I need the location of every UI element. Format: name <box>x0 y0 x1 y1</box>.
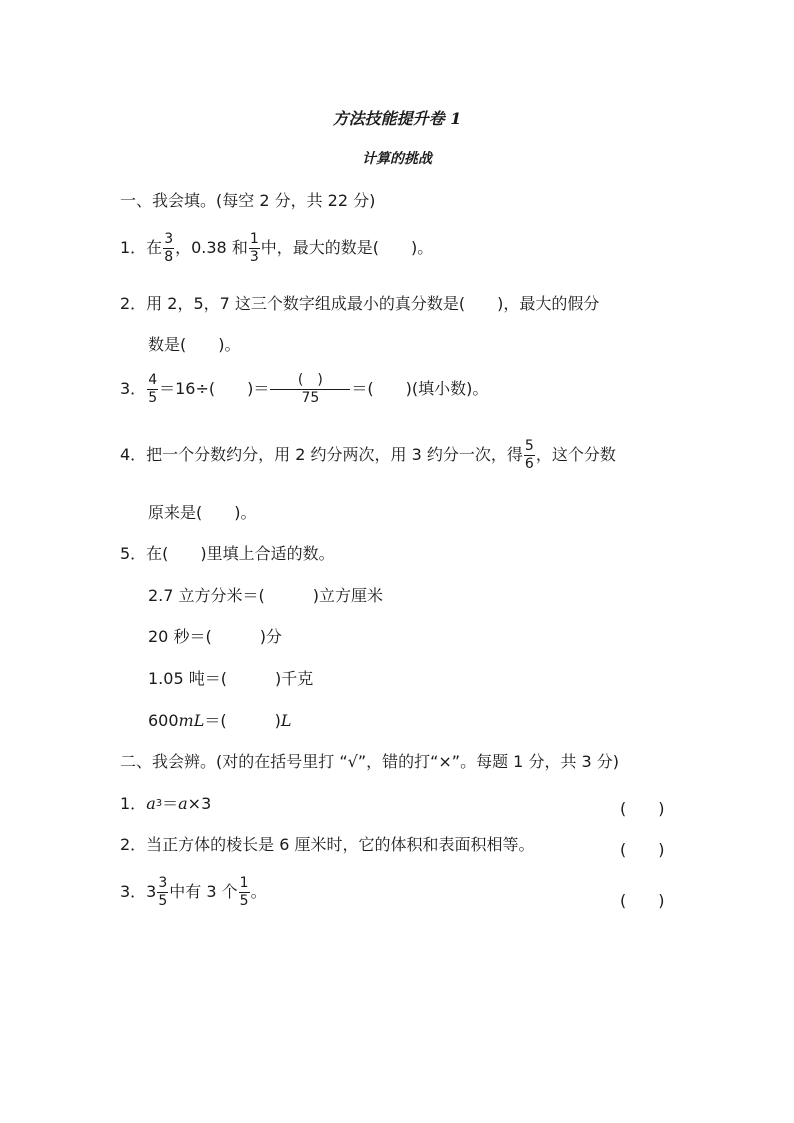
question-1-5-heading: 5．在( )里填上合适的数。 <box>120 544 335 563</box>
page-title: 方法技能提升卷 1 <box>332 109 462 128</box>
fraction-4-5: $\frac{4}{5}$ <box>148 372 158 406</box>
question-2-3: 3．3 $\frac{3}{5}$ 中有 3 个 $\frac{1}{5}$ 。 <box>120 875 267 909</box>
question-1-2-line1: 2．用 2，5，7 这三个数字组成最小的真分数是( )，最大的假分 <box>120 294 600 313</box>
question-1-5-item-2: 20 秒＝( )分 <box>148 627 282 646</box>
question-1-5-item-1: 2.7 立方分米＝( )立方厘米 <box>148 586 384 605</box>
fraction-5-6: $\frac{5}{6}$ <box>524 438 534 472</box>
section1-heading: 一、我会填。(每空 2 分，共 22 分) <box>120 191 376 210</box>
unit-l: L <box>280 711 292 730</box>
q3-pre: 3． <box>120 379 147 399</box>
q1-post: 中，最大的数是( )。 <box>260 238 434 258</box>
section2-heading: 二、我会辨。(对的在括号里打 “√”，错的打“×”。每题 1 分，共 3 分) <box>120 752 620 771</box>
answer-paren-3[interactable]: ( ) <box>620 891 665 910</box>
question-1-3 <box>120 373 488 405</box>
answer-paren-1[interactable]: ( ) <box>620 799 665 818</box>
question-1-1 <box>120 232 433 264</box>
q3-mid: ＝16÷( )＝ <box>159 379 270 399</box>
question-1-5-item-3: 1.05 吨＝( )千克 <box>148 669 314 688</box>
question-1-2-line2: 数是( )。 <box>148 335 241 354</box>
fraction-3-5: $\frac{3}{5}$ <box>158 875 168 909</box>
fraction-1-3: $\frac{1}{3}$ <box>249 231 259 265</box>
question-1-4-line2: 原来是( )。 <box>148 503 257 522</box>
fraction-1-5: $\frac{1}{5}$ <box>239 875 249 909</box>
q1-pre: 1．在 <box>120 238 163 258</box>
question-2-1: 1． a 3 ＝ a ×3 <box>120 794 212 813</box>
q1-mid: ，0.38 和 <box>175 238 248 258</box>
q3-post: ＝( )(填小数)。 <box>351 379 489 399</box>
page-subtitle: 计算的挑战 <box>362 151 432 167</box>
q4-pre: 4．把一个分数约分，用 2 约分两次，用 3 约分一次，得 <box>120 445 523 465</box>
question-1-5-item-4: 600 mL ＝( ) L <box>148 711 292 730</box>
q4-post: ，这个分数 <box>535 445 616 465</box>
fraction-blank-75: $\frac{( )}{75}$ <box>270 373 350 405</box>
answer-paren-2[interactable]: ( ) <box>620 840 665 859</box>
question-2-2: 2．当正方体的棱长是 6 厘米时，它的体积和表面积相等。 <box>120 835 535 854</box>
unit-ml: mL <box>178 711 205 730</box>
question-1-4-line1 <box>120 439 616 471</box>
fraction-3-8: $\frac{3}{8}$ <box>164 231 174 265</box>
